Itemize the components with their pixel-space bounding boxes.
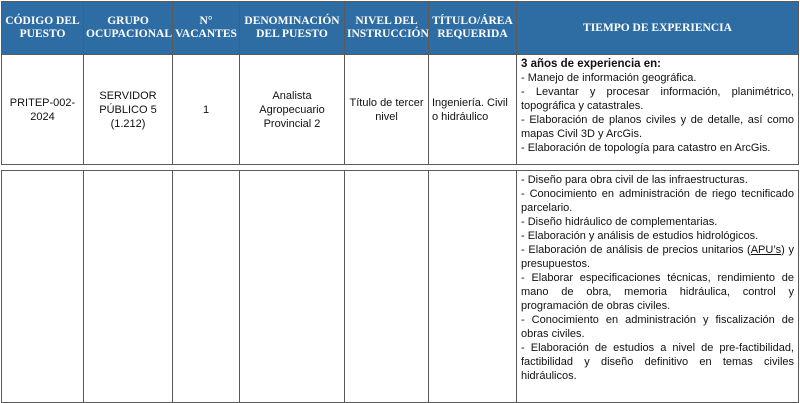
grupo-line-3: (1.212)	[110, 117, 146, 130]
cell-empty	[173, 171, 240, 403]
cell-empty	[345, 171, 429, 403]
positions-table-header	[1, 1, 799, 165]
cell-empty	[240, 171, 345, 403]
header-titulo: TÍTULO/ÁREA REQUERIDA	[429, 2, 517, 55]
grupo-line-2: PÚBLICO 5	[99, 103, 157, 116]
header-nivel: NIVEL DEL INSTRUCCIÓN	[345, 2, 429, 55]
cell-titulo: Ingeniería. Civil o hidráulico	[429, 55, 517, 165]
table-row	[2, 171, 799, 403]
header-denominacion: DENOMINACIÓN DEL PUESTO	[240, 2, 345, 55]
experiencia-item: - Manejo de información geográfica.	[521, 72, 697, 84]
cell-empty	[2, 171, 84, 403]
experiencia-title: 3 años de experiencia en:	[521, 58, 661, 70]
header-vacantes: N° VACANTES	[173, 2, 240, 55]
experiencia-item: - Diseño hidráulico de complementarias.	[521, 216, 718, 228]
cell-experiencia-cont	[517, 171, 799, 403]
header-grupo: GRUPO OCUPACIONAL	[84, 2, 173, 55]
apu-text-a: - Elaboración de análisis de precios unitarios (	[521, 244, 751, 256]
experiencia-item: - Elaborar especificaciones técnicas, rendimiento de mano de obra, memoria hidráulica, control y programación de obras civiles.	[521, 272, 794, 312]
table-row	[2, 55, 799, 165]
cell-empty	[429, 171, 517, 403]
experiencia-item: - Levantar y procesar información, planimétrico, topográfica y catastrales.	[521, 86, 794, 112]
header-tiempo: TIEMPO DE EXPERIENCIA	[517, 2, 799, 55]
apu-text-c: ) y presupuestos.	[521, 244, 794, 270]
cell-grupo	[84, 55, 173, 165]
experiencia-item: - Conocimiento en administración y fiscalización de obras civiles.	[521, 314, 794, 340]
cell-vacantes: 1	[173, 55, 240, 165]
cell-codigo: PRITEP-002-2024	[2, 55, 84, 165]
grupo-line-1: SERVIDOR	[99, 89, 157, 102]
experiencia-item: - Elaboración de estudios a nivel de pre-factibilidad, factibilidad y diseño definitivo en temas civiles hidráulicos.	[521, 342, 794, 382]
cell-empty	[84, 171, 173, 403]
positions-table-continuation	[1, 170, 799, 403]
experiencia-item: - Diseño para obra civil de las infraestructuras.	[521, 174, 748, 186]
apu-text-b: APU’s	[750, 244, 782, 256]
cell-nivel: Título de tercer nivel	[345, 55, 429, 165]
experiencia-item: - Elaboración y análisis de estudios hidrológicos.	[521, 230, 759, 242]
experiencia-item-apu	[521, 243, 794, 271]
experiencia-item: - Conocimiento en administración de riego tecnificado parcelario.	[521, 188, 794, 214]
header-codigo: CÓDIGO DEL PUESTO	[2, 2, 84, 55]
experiencia-item: - Elaboración de topología para catastro en ArcGis.	[521, 142, 771, 154]
cell-denominacion: Analista Agropecuario Provincial 2	[240, 55, 345, 165]
cell-experiencia	[517, 55, 799, 165]
experiencia-item: - Elaboración de planos civiles y de detalle, así como mapas Civil 3D y ArcGis.	[521, 114, 794, 140]
